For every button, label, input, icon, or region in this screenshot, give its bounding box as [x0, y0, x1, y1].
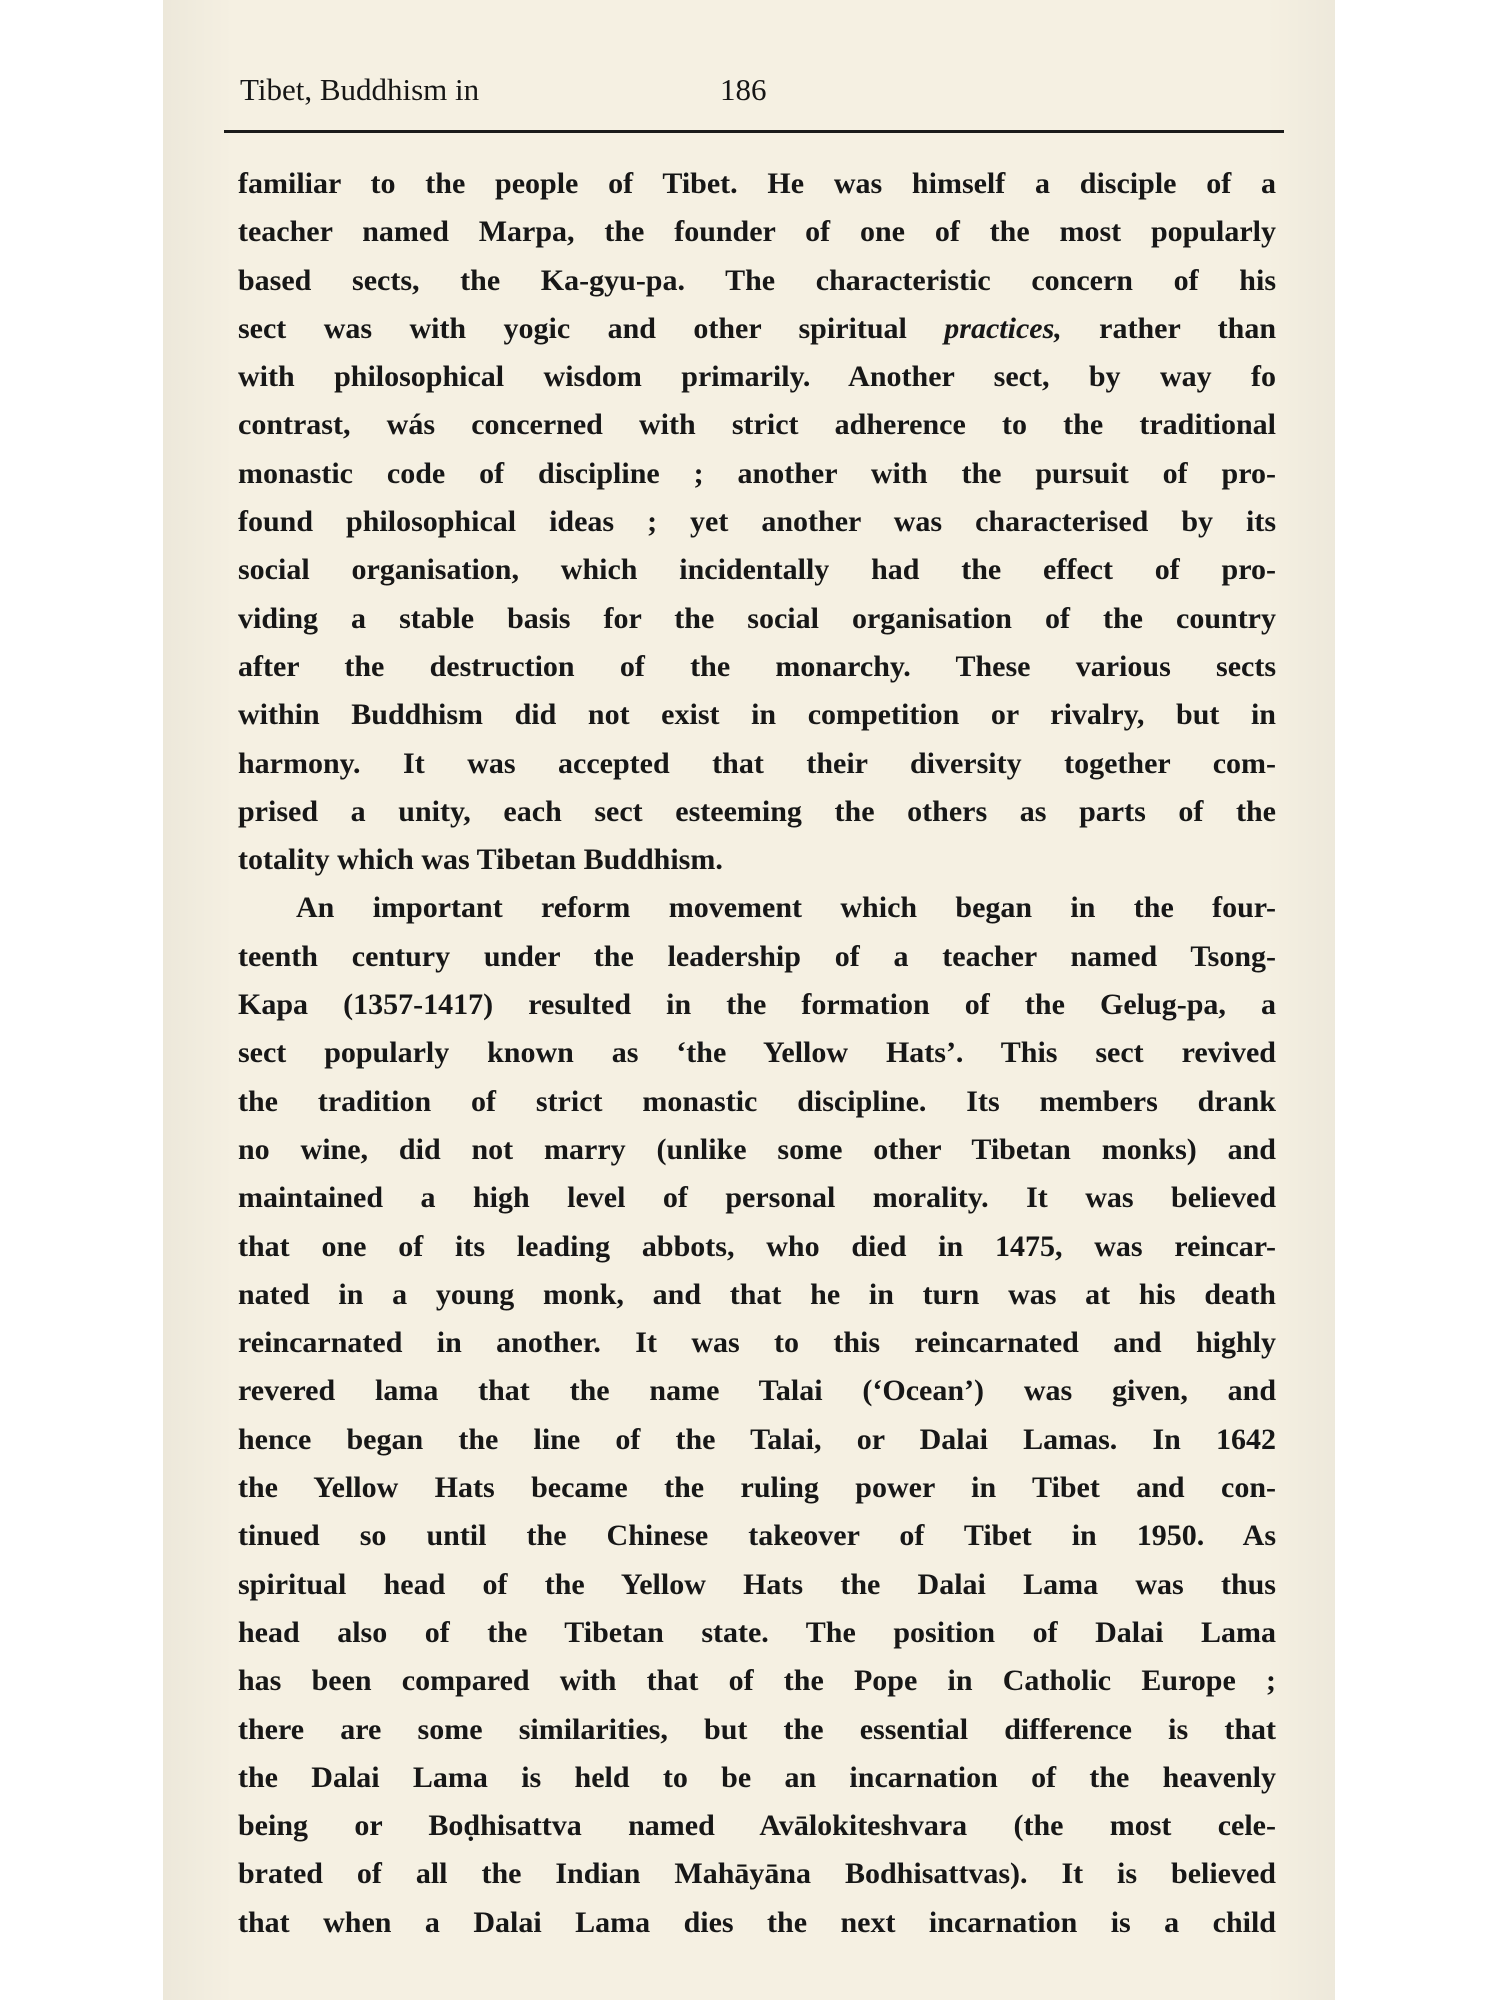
text-line: monastic code of discipline ; another with the pursuit of pro-: [238, 456, 1276, 490]
text-segment: sect was with yogic and other spiritual: [238, 311, 907, 345]
text-line: revered lama that the name Talai (‘Ocean’) was given, and: [238, 1374, 1276, 1408]
text-line: teacher named Marpa, the founder of one of the most popularly: [238, 215, 1276, 249]
text-line: that when a Dalai Lama dies the next incarnation is a child: [238, 1905, 1276, 1939]
text-line: Kapa (1357-1417) resulted in the formation of the Gelug-pa, a: [238, 988, 1276, 1022]
page-number: 186: [720, 72, 767, 107]
text-line: no wine, did not marry (unlike some other Tibetan monks) and: [238, 1132, 1276, 1166]
text-segment: rather than: [1099, 311, 1276, 345]
body-text: [238, 160, 1276, 1947]
text-line: prised a unity, each sect esteeming the others as parts of the: [238, 794, 1276, 828]
text-line-with-italic: [238, 305, 1276, 353]
text-line: teenth century under the leadership of a teacher named Tsong-: [238, 939, 1276, 973]
text-line: totality which was Tibetan Buddhism.: [238, 843, 723, 877]
text-line: sect popularly known as ‘the Yellow Hats’. This sect revived: [238, 1036, 1276, 1070]
italic-word: practices,: [944, 311, 1062, 345]
text-line: with philosophical wisdom primarily. Another sect, by way fo: [238, 360, 1276, 394]
text-line: the Dalai Lama is held to be an incarnation of the heavenly: [238, 1760, 1276, 1794]
text-line: the tradition of strict monastic discipline. Its members drank: [238, 1084, 1276, 1118]
text-line: head also of the Tibetan state. The position of Dalai Lama: [238, 1615, 1276, 1649]
text-line: social organisation, which incidentally had the effect of pro-: [238, 553, 1276, 587]
section-title: Tibet, Buddhism in: [240, 72, 480, 107]
text-line: within Buddhism did not exist in competition or rivalry, but in: [238, 698, 1276, 732]
header-rule: [224, 130, 1284, 133]
text-line: that one of its leading abbots, who died in 1475, was reincar-: [238, 1229, 1276, 1263]
text-line: brated of all the Indian Mahāyāna Bodhisattvas). It is believed: [238, 1857, 1276, 1891]
text-line: harmony. It was accepted that their diversity together com-: [238, 746, 1276, 780]
text-line: found philosophical ideas ; yet another was characterised by its: [238, 505, 1276, 539]
paragraph-1: [238, 160, 1276, 884]
text-line: An important reform movement which began in the four-: [296, 891, 1276, 925]
text-line: being or Boḍhisattva named Avālokiteshvara (the most cele-: [238, 1809, 1276, 1843]
text-line: has been compared with that of the Pope in Catholic Europe ;: [238, 1664, 1276, 1698]
text-line: tinued so until the Chinese takeover of Tibet in 1950. As: [238, 1519, 1276, 1553]
text-line: hence began the line of the Talai, or Dalai Lamas. In 1642: [238, 1422, 1276, 1456]
text-line: reincarnated in another. It was to this reincarnated and highly: [238, 1326, 1276, 1360]
paragraph-2: [238, 884, 1276, 1947]
text-line: contrast, wás concerned with strict adherence to the traditional: [238, 408, 1276, 442]
text-line: familiar to the people of Tibet. He was himself a disciple of a: [238, 167, 1276, 200]
text-line: based sects, the Ka-gyu-pa. The characteristic concern of his: [238, 263, 1276, 297]
text-line: after the destruction of the monarchy. These various sects: [238, 649, 1276, 683]
text-line: viding a stable basis for the social organisation of the country: [238, 601, 1276, 635]
text-line: maintained a high level of personal morality. It was believed: [238, 1181, 1276, 1215]
running-header: [240, 66, 1280, 116]
text-line: spiritual head of the Yellow Hats the Dalai Lama was thus: [238, 1567, 1276, 1601]
text-line: nated in a young monk, and that he in turn was at his death: [238, 1277, 1276, 1311]
text-line: there are some similarities, but the essential difference is that: [238, 1712, 1276, 1746]
text-line: the Yellow Hats became the ruling power in Tibet and con-: [238, 1471, 1276, 1505]
